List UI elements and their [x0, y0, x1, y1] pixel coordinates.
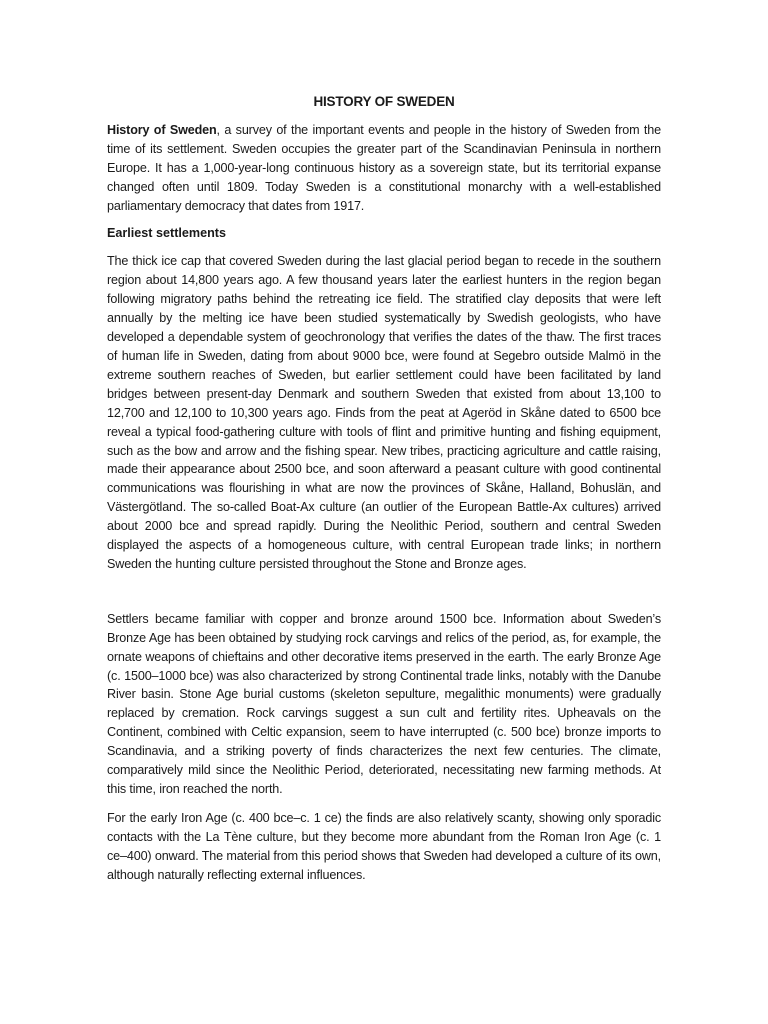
section-heading: Earliest settlements	[107, 225, 226, 240]
document-page	[107, 92, 661, 885]
intro-lead-term: History of Sweden	[107, 123, 217, 137]
intro-text: , a survey of the important events and people in the history of Sweden from the time of its settlement. Sweden occupies the greater part of the Scandinavian Peninsula in northern Europe. It has a 1,000-year-long continuous history as a sovereign state, but its territorial expanse changed often until 1809. Today Sweden is a constitutional monarchy with a well-established parliamentary democracy that dates from 1917.	[107, 123, 661, 213]
paragraph-bronze-age: Settlers became familiar with copper and bronze around 1500 bce. Information about Sweden’s Bronze Age has been obtained by studying rock carvings and relics of the period, as, for example, the ornate weapons of chieftains and other decorative items preserved in the earth. The early Bronze Age (c. 1500–1000 bce) was also characterized by strong Continental trade links, notably with the Danube River basin. Stone Age burial customs (skeleton sepulture, megalithic monuments) were gradually replaced by cremation. Rock carvings suggest a sun cult and fertility rites. Upheavals on the Continent, combined with Celtic expansion, seem to have interrupted (c. 500 bce) bronze imports to Scandinavia, and a striking poverty of finds characterizes the next few centuries. The climate, comparatively mild since the Neolithic Period, deteriorated, necessitating new farming methods. At this time, iron reached the north.	[107, 611, 661, 796]
document-title: HISTORY OF SWEDEN	[313, 94, 455, 109]
intro-paragraph	[107, 121, 661, 216]
paragraph-iron-age: For the early Iron Age (c. 400 bce–c. 1 ce) the finds are also relatively scanty, showing only sporadic contacts with the La Tène culture, but they become more abundant from the Roman Iron Age (c. 1 ce–400) onward. The material from this period shows that Sweden had developed a culture of its own, although naturally reflecting external influences.	[107, 810, 661, 882]
paragraph-earliest-settlements: The thick ice cap that covered Sweden during the last glacial period began to recede in the southern region about 14,800 years ago. A few thousand years later the earliest hunters in the region began following migratory paths behind the retreating ice field. The stratified clay deposits that were left annually by the melting ice have been studied systematically by Swedish geologists, who have developed a dependable system of geochronology that verifies the dates of the thaw. The first traces of human life in Sweden, dating from about 9000 bce, were found at Segebro outside Malmö in the extreme southern reaches of Sweden, but earlier settlement could have been facilitated by land bridges between present-day Denmark and southern Sweden that existed from about 13,100 to 12,700 and 12,100 to 10,300 years ago. Finds from the peat at Ageröd in Skåne dated to 6500 bce reveal a typical food-gathering culture with tools of flint and primitive hunting and fishing equipment, such as the bow and arrow and the fishing spear. New tribes, practicing agriculture and cattle raising, made their appearance about 2500 bce, and soon afterward a peasant culture with good continental communications was flourishing in what are now the provinces of Skåne, Halland, Bohuslän, and Västergötland. The so-called Boat-Ax culture (an outlier of the European Battle-Ax cultures) arrived about 2000 bce and spread rapidly. During the Neolithic Period, southern and central Sweden displayed the aspects of a homogeneous culture, with central European trade links; in northern Sweden the hunting culture persisted throughout the Stone and Bronze ages.	[107, 254, 661, 571]
